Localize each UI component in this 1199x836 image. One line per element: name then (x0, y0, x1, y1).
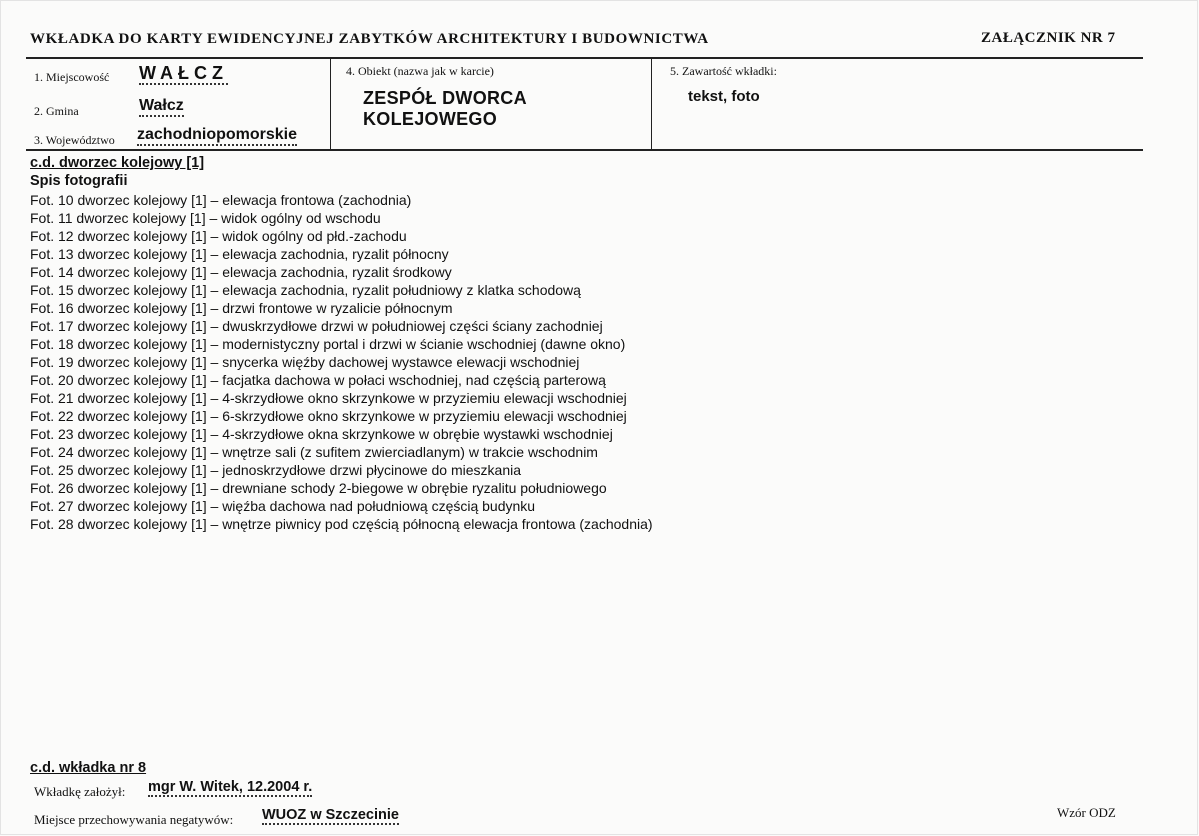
photo-list-heading: Spis fotografii (30, 173, 128, 189)
author-value: mgr W. Witek, 12.2004 r. (148, 780, 312, 797)
contents-value: tekst, foto (688, 88, 760, 105)
section-heading: c.d. dworzec kolejowy [1] (30, 155, 205, 171)
voivodeship-value: zachodniopomorskie (137, 127, 297, 146)
locality-label: 1. Miejscowość (34, 70, 110, 84)
locality-value: WAŁCZ (139, 63, 228, 83)
form-code: Wzór ODZ (1057, 805, 1116, 820)
photo-list-item: Fot. 27 dworzec kolejowy [1] – więźba dachowa nad południową częścią budynku (30, 498, 536, 514)
photo-list-item: Fot. 10 dworzec kolejowy [1] – elewacja frontowa (zachodnia) (30, 192, 412, 208)
photo-list-item: Fot. 28 dworzec kolejowy [1] – wnętrze piwnicy pod częścią północną elewacja frontowa (zachodnia) (30, 516, 653, 532)
header-bottom-rule (26, 149, 1143, 151)
photo-list-item: Fot. 25 dworzec kolejowy [1] – jednoskrzydłowe drzwi płycinowe do mieszkania (30, 462, 521, 478)
object-name-line-2: KOLEJOWEGO (363, 109, 498, 129)
photo-list-item: Fot. 26 dworzec kolejowy [1] – drewniane schody 2-biegowe w obrębie ryzalitu południowego (30, 480, 607, 496)
photo-list-item: Fot. 18 dworzec kolejowy [1] – modernistyczny portal i drzwi w ścianie wschodniej (dawne okno) (30, 336, 626, 352)
photo-list-item: Fot. 14 dworzec kolejowy [1] – elewacja zachodnia, ryzalit środkowy (30, 264, 452, 280)
form-title: WKŁADKA DO KARTY EWIDENCYJNEJ ZABYTKÓW ARCHITEKTURY I BUDOWNICTWA (30, 31, 709, 47)
photo-list-item: Fot. 23 dworzec kolejowy [1] – 4-skrzydłowe okna skrzynkowe w obrębie wystawki wschodniej (30, 426, 613, 442)
photo-list (30, 191, 653, 533)
object-label: 4. Obiekt (nazwa jak w karcie) (346, 64, 494, 78)
photo-list-item: Fot. 12 dworzec kolejowy [1] – widok ogólny od płd.-zachodu (30, 228, 407, 244)
commune-value: Wałcz (139, 98, 184, 117)
storage-label: Miejsce przechowywania negatywów: (34, 812, 234, 827)
photo-list-item: Fot. 16 dworzec kolejowy [1] – drzwi frontowe w ryzalicie północnym (30, 300, 453, 316)
photo-list-item: Fot. 20 dworzec kolejowy [1] – facjatka dachowa w połaci wschodniej, nad częścią parterową (30, 372, 606, 388)
column-divider-1 (330, 58, 331, 150)
photo-list-item: Fot. 24 dworzec kolejowy [1] – wnętrze sali (z sufitem zwierciadlanym) w trakcie wschodnim (30, 444, 598, 460)
photo-list-item: Fot. 17 dworzec kolejowy [1] – dwuskrzydłowe drzwi w południowej części ściany zachodniej (30, 318, 603, 334)
insert-continuation-note: c.d. wkładka nr 8 (30, 760, 147, 776)
object-name-line-1: ZESPÓŁ DWORCA (363, 88, 527, 108)
object-name (363, 88, 527, 130)
commune-label: 2. Gmina (34, 104, 79, 118)
contents-label: 5. Zawartość wkładki: (670, 64, 777, 78)
photo-list-item: Fot. 11 dworzec kolejowy [1] – widok ogólny od wschodu (30, 210, 381, 226)
header-top-rule (26, 57, 1143, 59)
author-label: Wkładkę założył: (34, 784, 126, 799)
voivodeship-label: 3. Województwo (34, 133, 115, 147)
storage-value: WUOZ w Szczecinie (262, 808, 399, 825)
column-divider-2 (651, 58, 652, 150)
photo-list-item: Fot. 22 dworzec kolejowy [1] – 6-skrzydłowe okno skrzynkowe w przyziemiu elewacji wschodniej (30, 408, 627, 424)
photo-list-item: Fot. 21 dworzec kolejowy [1] – 4-skrzydłowe okno skrzynkowe w przyziemiu elewacji wschodniej (30, 390, 627, 406)
photo-list-item: Fot. 13 dworzec kolejowy [1] – elewacja zachodnia, ryzalit północny (30, 246, 449, 262)
photo-list-item: Fot. 15 dworzec kolejowy [1] – elewacja zachodnia, ryzalit południowy z klatka schodową (30, 282, 581, 298)
photo-list-item: Fot. 19 dworzec kolejowy [1] – snycerka więźby dachowej wystawce elewacji wschodniej (30, 354, 580, 370)
annex-number: ZAŁĄCZNIK NR 7 (981, 30, 1116, 46)
